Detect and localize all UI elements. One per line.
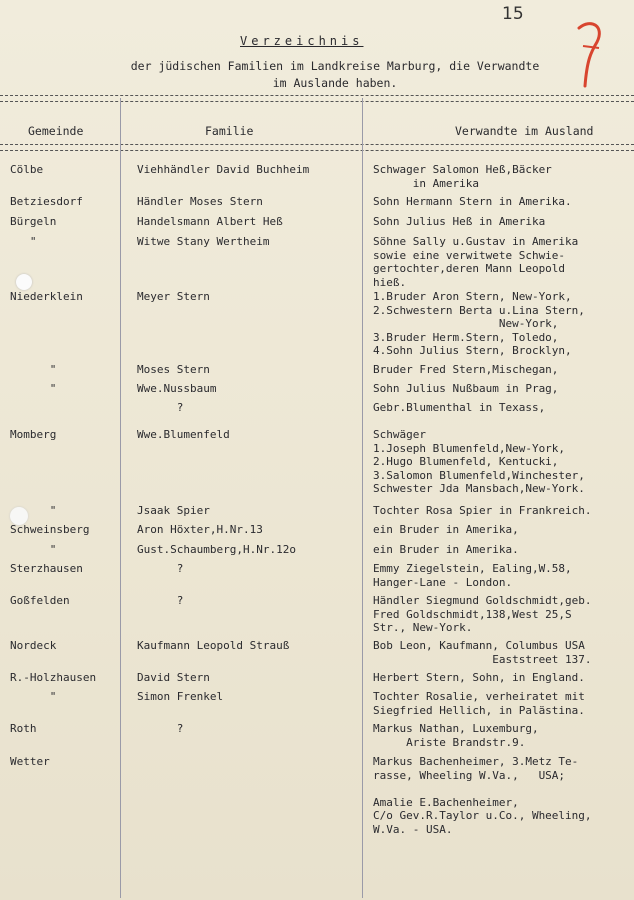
cell-familie: Gust.Schaumberg,H.Nr.12o — [137, 543, 296, 556]
cell-verwandte: Sohn Hermann Stern in Amerika. — [373, 195, 572, 208]
cell-gemeinde: Sterzhausen — [10, 562, 83, 575]
cell-gemeinde: Bürgeln — [10, 215, 57, 228]
page-number: 15 — [502, 4, 524, 24]
cell-familie: Jsaak Spier — [137, 504, 210, 517]
cell-familie: Wwe.Nussbaum — [137, 382, 217, 395]
cell-familie: ? — [137, 722, 184, 735]
cell-gemeinde: R.-Holzhausen — [10, 671, 97, 684]
column-divider-2 — [362, 98, 363, 898]
cell-gemeinde: " — [10, 690, 57, 703]
cell-verwandte: Bruder Fred Stern,Mischegan, — [373, 363, 559, 376]
cell-gemeinde: Betziesdorf — [10, 195, 83, 208]
cell-familie: ? — [137, 562, 184, 575]
cell-gemeinde: Wetter — [10, 755, 50, 768]
cell-familie: Handelsmann Albert Heß — [137, 215, 283, 228]
cell-familie: Wwe.Blumenfeld — [137, 428, 230, 441]
document-title: Verzeichnis — [240, 34, 364, 48]
cell-verwandte: Herbert Stern, Sohn, in England. — [373, 671, 585, 684]
cell-verwandte: Emmy Ziegelstein, Ealing,W.58, Hanger-Lane - London. — [373, 562, 572, 589]
cell-verwandte: Gebr.Blumenthal in Texass, — [373, 401, 546, 414]
cell-gemeinde: " — [10, 504, 57, 517]
cell-verwandte: ein Bruder in Amerika. — [373, 543, 519, 556]
cell-gemeinde: " — [10, 382, 57, 395]
cell-verwandte: Markus Bachenheimer, 3.Metz Te- rasse, Wheeling W.Va., USA; Amalie E.Bachenheimer, C/o Gev.R.Taylor u.Co., Wheeling, W.Va. - USA. — [373, 755, 592, 836]
cell-gemeinde: Niederklein — [10, 290, 83, 303]
cell-familie: Händler Moses Stern — [137, 195, 263, 208]
cell-verwandte: Händler Siegmund Goldschmidt,geb. Fred Goldschmidt,138,West 25,S Str., New-York. — [373, 594, 592, 634]
cell-gemeinde: Goßfelden — [10, 594, 70, 607]
cell-verwandte: Bob Leon, Kaufmann, Columbus USA Eaststreet 137. — [373, 639, 592, 666]
header-double-rule — [0, 144, 634, 151]
cell-gemeinde: Cölbe — [10, 163, 44, 176]
cell-gemeinde: " — [10, 363, 57, 376]
cell-gemeinde: Schweinsberg — [10, 523, 90, 536]
cell-gemeinde: Nordeck — [10, 639, 57, 652]
cell-verwandte: Tochter Rosa Spier in Frankreich. — [373, 504, 592, 517]
document-subtitle: der jüdischen Familien im Landkreise Marburg, die Verwandte im Auslande haben. — [130, 59, 540, 90]
red-pencil-mark-icon — [573, 18, 607, 88]
column-divider-1 — [120, 98, 121, 898]
top-double-rule — [0, 95, 634, 102]
cell-gemeinde: Momberg — [10, 428, 57, 441]
cell-gemeinde: Roth — [10, 722, 37, 735]
cell-familie: Kaufmann Leopold Strauß — [137, 639, 290, 652]
cell-verwandte: Schwager Salomon Heß,Bäcker in Amerika — [373, 163, 552, 190]
cell-familie: ? — [137, 401, 184, 414]
header-familie: Familie — [205, 124, 254, 138]
cell-familie: ? — [137, 594, 184, 607]
cell-verwandte: Sohn Julius Heß in Amerika — [373, 215, 546, 228]
cell-familie: Meyer Stern — [137, 290, 210, 303]
cell-familie: Aron Höxter,H.Nr.13 — [137, 523, 263, 536]
header-verwandte: Verwandte im Ausland — [455, 124, 594, 138]
cell-gemeinde: " — [10, 543, 57, 556]
header-gemeinde: Gemeinde — [28, 124, 84, 138]
punch-hole — [16, 274, 32, 290]
cell-familie: Simon Frenkel — [137, 690, 224, 703]
cell-familie: Witwe Stany Wertheim — [137, 235, 270, 248]
cell-gemeinde: " — [10, 235, 37, 248]
cell-verwandte: Söhne Sally u.Gustav in Amerika sowie eine verwitwete Schwie- gertochter,deren Mann Leopold hieß. — [373, 235, 579, 289]
cell-familie: Viehhändler David Buchheim — [137, 163, 310, 176]
cell-verwandte: ein Bruder in Amerika, — [373, 523, 519, 536]
cell-verwandte: Tochter Rosalie, verheiratet mit Siegfried Hellich, in Palästina. — [373, 690, 585, 717]
cell-familie: Moses Stern — [137, 363, 210, 376]
cell-verwandte: Sohn Julius Nußbaum in Prag, — [373, 382, 559, 395]
cell-verwandte: Schwäger 1.Joseph Blumenfeld,New-York, 2.Hugo Blumenfeld, Kentucki, 3.Salomon Blumenfeld,Winchester, Schwester Jda Mansbach,New-York. — [373, 428, 585, 495]
cell-familie: David Stern — [137, 671, 210, 684]
cell-verwandte: Markus Nathan, Luxemburg, Ariste Brandstr.9. — [373, 722, 539, 749]
cell-verwandte: 1.Bruder Aron Stern, New-York, 2.Schwestern Berta u.Lina Stern, New-York, 3.Bruder Herm.Stern, Toledo, 4.Sohn Julius Stern, Brocklyn, — [373, 290, 585, 357]
